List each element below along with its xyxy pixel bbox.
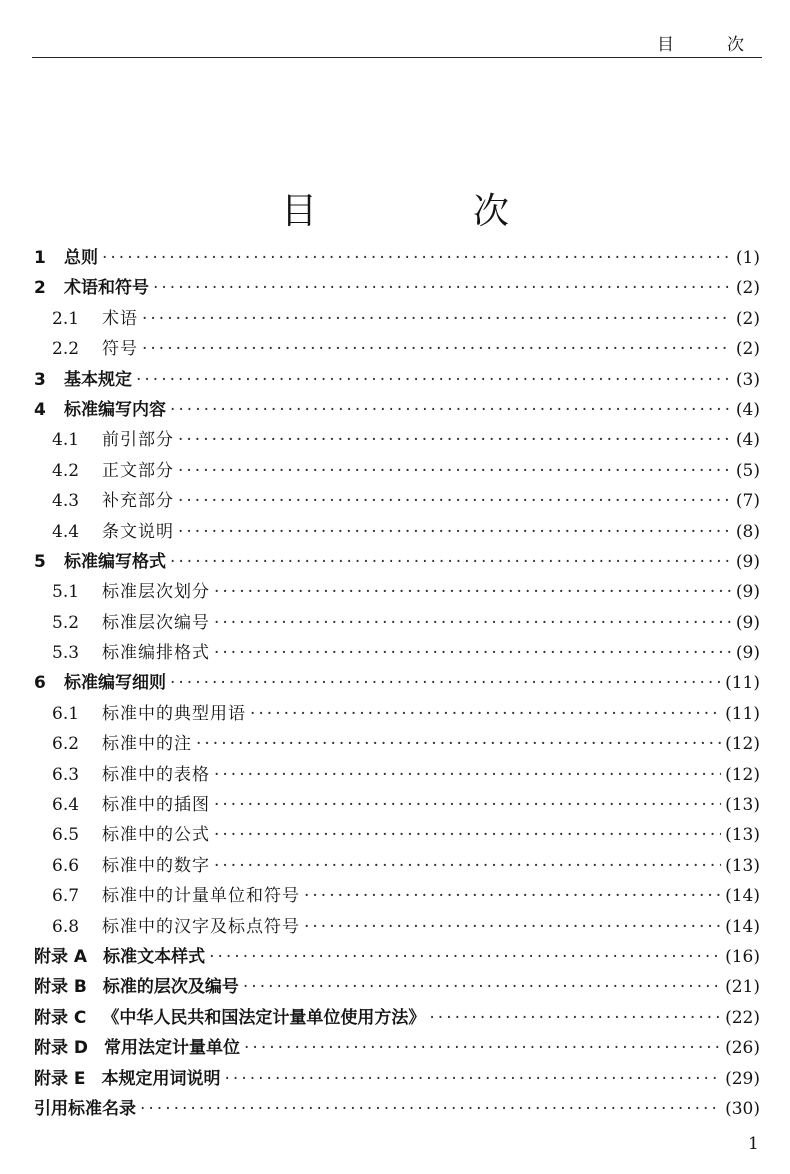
toc-entry-number: 6.6 <box>52 855 80 876</box>
toc-entry <box>52 425 760 455</box>
toc-entry <box>34 1003 760 1033</box>
toc-entry-title: 术语 <box>102 308 138 329</box>
toc-entry-number: 4 <box>34 399 46 420</box>
toc-entry-number: 4.1 <box>52 430 80 451</box>
toc-entry-page: (13) <box>725 825 760 846</box>
toc-entry-title: 常用法定计量单位 <box>104 1038 241 1059</box>
toc-entry-title: 引用标准名录 <box>34 1098 136 1119</box>
toc-entry-title: 标准中的计量单位和符号 <box>102 886 300 907</box>
toc-entry-number: 6 <box>34 673 46 694</box>
toc-entry-number: 附录 B <box>34 977 87 998</box>
toc-entry-page: (4) <box>735 430 760 451</box>
toc-entry-page: (16) <box>725 946 760 967</box>
toc-entry-number: 5.2 <box>52 612 80 633</box>
toc-entry <box>52 820 760 850</box>
toc-entry-page: (2) <box>735 278 760 299</box>
toc-entry <box>34 273 760 303</box>
toc-entry-number: 附录 E <box>34 1068 86 1089</box>
dot-leader <box>170 547 732 577</box>
toc-entry <box>34 365 760 395</box>
toc-entry-title: 总则 <box>64 248 98 268</box>
page-number: 1 <box>748 1134 759 1154</box>
page-title: 目 次 <box>280 191 569 232</box>
toc-entry-page: (5) <box>735 460 760 481</box>
toc-entry-number: 6.8 <box>52 916 80 937</box>
toc-entry-page: (9) <box>735 643 760 664</box>
toc-entry-number: 6.4 <box>52 795 80 816</box>
toc-entry-number: 6.3 <box>52 764 80 785</box>
toc-entry <box>34 547 760 577</box>
header-rule <box>32 57 762 58</box>
dot-leader <box>243 972 721 1002</box>
toc-entry-title: 标准编写细则 <box>64 673 166 694</box>
toc-entry-title: 标准编排格式 <box>102 643 210 664</box>
dot-leader <box>429 1003 721 1033</box>
dot-leader <box>196 729 721 759</box>
toc-entry-page: (2) <box>735 339 760 360</box>
toc-entry <box>34 1064 760 1094</box>
dot-leader <box>304 881 721 911</box>
toc-entry <box>52 912 760 942</box>
dot-leader <box>244 1033 721 1063</box>
dot-leader <box>140 1094 721 1124</box>
toc-entry-number: 6.1 <box>52 703 80 724</box>
toc-entry-number: 附录 C <box>34 1007 87 1028</box>
toc-entry <box>52 456 760 486</box>
dot-leader <box>142 304 732 334</box>
dot-leader <box>250 699 721 729</box>
toc-entry-title: 正文部分 <box>102 460 174 481</box>
toc-entry-title: 标准的层次及编号 <box>102 977 239 998</box>
dot-leader <box>214 851 721 881</box>
dot-leader <box>170 668 721 698</box>
toc-entry-number: 6.5 <box>52 825 80 846</box>
running-head: 目 次 <box>657 35 762 55</box>
toc-entry <box>52 334 760 364</box>
toc-entry-page: (7) <box>735 491 760 512</box>
toc-entry-title: 基本规定 <box>64 369 132 390</box>
toc-entry-page: (11) <box>725 673 760 694</box>
toc-entry-page: (14) <box>725 886 760 907</box>
toc-entry-page: (12) <box>725 734 760 755</box>
toc-entry-title: 条文说明 <box>102 521 174 542</box>
toc-entry-title: 标准编写格式 <box>64 551 166 572</box>
toc-entry-title: 符号 <box>102 339 138 360</box>
toc-entry-title: 标准中的注 <box>102 734 192 755</box>
toc-entry <box>52 881 760 911</box>
dot-leader <box>225 1064 722 1094</box>
dot-leader <box>178 517 732 547</box>
toc-entry-title: 标准中的表格 <box>102 764 210 785</box>
toc-entry <box>34 395 760 425</box>
toc-entry-page: (12) <box>725 764 760 785</box>
dot-leader <box>214 760 721 790</box>
dot-leader <box>214 790 721 820</box>
toc-entry-number: 5.3 <box>52 643 80 664</box>
toc-entry-page: (30) <box>725 1098 760 1119</box>
toc-entry-page: (21) <box>725 977 760 998</box>
toc-entry-page: (9) <box>735 551 760 572</box>
toc-entry-title: 标准层次划分 <box>102 582 210 603</box>
toc-entry-number: 附录 D <box>34 1038 89 1059</box>
toc-entry <box>52 790 760 820</box>
toc-entry <box>34 668 760 698</box>
toc-entry-number: 6.2 <box>52 734 80 755</box>
toc-entry-number: 附录 A <box>34 946 88 967</box>
toc-entry-number: 2.2 <box>52 339 80 360</box>
toc-entry-title: 术语和符号 <box>64 278 149 299</box>
toc-entry <box>52 577 760 607</box>
dot-leader <box>178 456 732 486</box>
toc-entry-number: 2 <box>34 278 46 299</box>
toc-entry-number: 4.3 <box>52 491 80 512</box>
toc-entry-title: 标准中的公式 <box>102 825 210 846</box>
toc-entry-title: 标准文本样式 <box>103 946 206 967</box>
toc-entry <box>52 851 760 881</box>
toc-entry <box>52 760 760 790</box>
toc-entry <box>52 729 760 759</box>
toc-entry-page: (1) <box>735 248 760 268</box>
toc-entry-page: (9) <box>735 582 760 603</box>
toc-entry-page: (4) <box>735 399 760 420</box>
toc-entry-page: (11) <box>725 703 760 724</box>
toc-entry-page: (29) <box>725 1068 760 1089</box>
toc-entry <box>34 1094 760 1124</box>
toc-entry <box>52 304 760 334</box>
toc-entry-title: 标准中的插图 <box>102 795 210 816</box>
toc-entry-number: 4.2 <box>52 460 80 481</box>
table-of-contents <box>0 243 790 1124</box>
toc-entry-page: (9) <box>735 612 760 633</box>
toc-entry-page: (8) <box>735 521 760 542</box>
toc-entry-title: 本规定用词说明 <box>101 1068 221 1089</box>
toc-entry-number: 5.1 <box>52 582 80 603</box>
dot-leader <box>209 942 721 972</box>
toc-entry <box>52 699 760 729</box>
toc-entry-page: (13) <box>725 855 760 876</box>
toc-entry <box>52 608 760 638</box>
dot-leader <box>214 820 721 850</box>
toc-entry-title: 前引部分 <box>102 430 174 451</box>
toc-entry-title: 标准层次编号 <box>102 612 210 633</box>
toc-entry-page: (3) <box>735 369 760 390</box>
dot-leader <box>304 912 721 942</box>
toc-entry-title: 标准编写内容 <box>64 399 166 420</box>
dot-leader <box>178 486 732 516</box>
toc-entry-page: (2) <box>735 308 760 329</box>
dot-leader <box>214 577 732 607</box>
toc-entry-title: 补充部分 <box>102 491 174 512</box>
dot-leader <box>102 243 732 273</box>
toc-entry-title: 标准中的数字 <box>102 855 210 876</box>
toc-entry-number: 4.4 <box>52 521 80 542</box>
toc-entry-page: (22) <box>725 1007 760 1028</box>
dot-leader <box>136 365 732 395</box>
toc-entry-number: 3 <box>34 369 46 390</box>
toc-entry <box>52 486 760 516</box>
toc-entry-title: 标准中的汉字及标点符号 <box>102 916 300 937</box>
dot-leader <box>153 273 732 303</box>
toc-entry-number: 1 <box>34 248 46 268</box>
toc-entry-title: 《中华人民共和国法定计量单位使用方法》 <box>102 1007 426 1028</box>
toc-entry <box>52 517 760 547</box>
toc-entry <box>34 942 760 972</box>
toc-entry-page: (13) <box>725 795 760 816</box>
toc-entry-number: 6.7 <box>52 886 80 907</box>
toc-entry-title: 标准中的典型用语 <box>102 703 246 724</box>
dot-leader <box>178 425 732 455</box>
dot-leader <box>142 334 732 364</box>
dot-leader <box>214 638 732 668</box>
toc-entry <box>34 1033 760 1063</box>
toc-entry-number: 2.1 <box>52 308 80 329</box>
toc-entry-page: (26) <box>725 1038 760 1059</box>
dot-leader <box>170 395 732 425</box>
dot-leader <box>214 608 732 638</box>
toc-entry <box>34 972 760 1002</box>
toc-entry-number: 5 <box>34 551 46 572</box>
toc-entry-page: (14) <box>725 916 760 937</box>
toc-entry <box>52 638 760 668</box>
toc-entry <box>34 243 760 273</box>
